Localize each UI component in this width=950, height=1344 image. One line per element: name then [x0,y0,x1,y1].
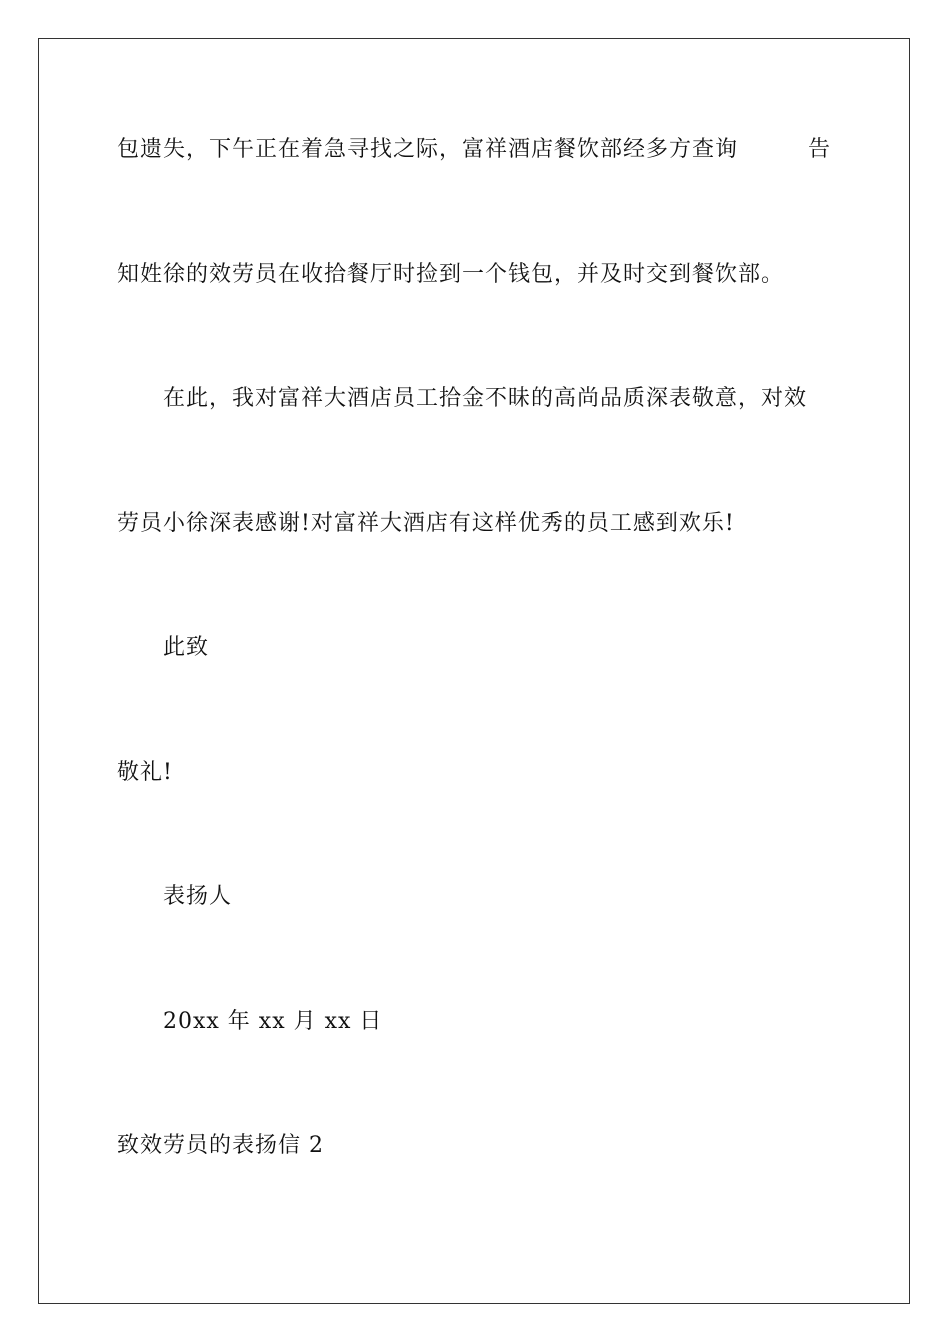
signature-label: 表扬人 [163,884,233,909]
closing-salutation: 此致 [163,635,210,660]
body-line-1-tail: 告 [807,137,831,162]
closing-regards: 敬礼! [117,760,173,785]
signature-date: 20xx 年 xx 月 xx 日 [163,1009,383,1034]
body-line-2: 知姓徐的效劳员在收拾餐厅时捡到一个钱包，并及时交到餐饮部。 [117,262,785,287]
page-border [38,38,910,1304]
body-line-1-text: 包遗失，下午正在着急寻找之际，富祥酒店餐饮部经多方查询 [117,137,739,162]
body-line-3: 在此，我对富祥大酒店员工拾金不昧的高尚品质深表敬意，对效 [163,386,808,411]
body-line-1 [117,135,831,165]
body-line-4: 劳员小徐深表感谢!对富祥大酒店有这样优秀的员工感到欢乐! [117,511,735,536]
section-title: 致效劳员的表扬信 2 [117,1133,324,1158]
